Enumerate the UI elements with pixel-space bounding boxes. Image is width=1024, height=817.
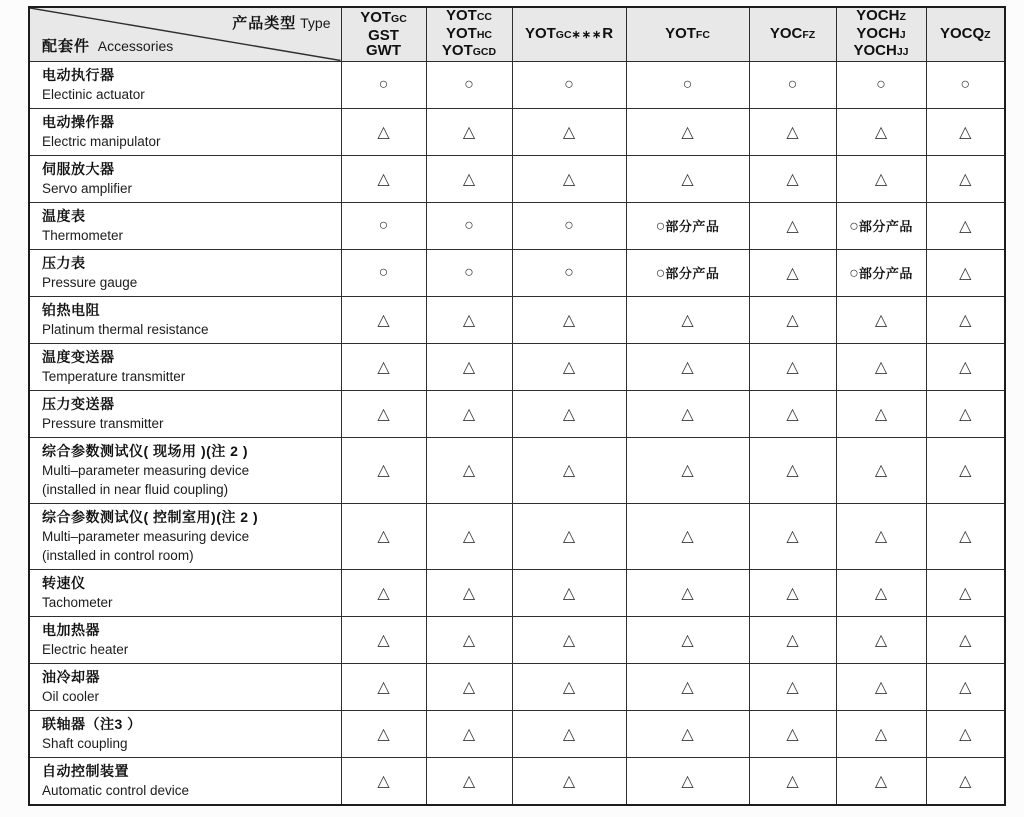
triangle-mark: △ [512,663,626,710]
circle-mark: ○ [426,249,512,296]
triangle-mark: △ [926,155,1005,202]
product-type-label-en: Type [300,15,331,31]
table-row [29,710,1005,757]
triangle-mark: △ [626,296,749,343]
accessory-label-cell [29,710,341,757]
triangle-mark: △ [626,663,749,710]
header-row [29,7,1005,61]
table-row [29,155,1005,202]
triangle-mark: △ [749,437,836,503]
triangle-mark: △ [341,343,426,390]
triangle-mark: △ [426,569,512,616]
accessory-name-en: Shaft coupling [42,735,128,751]
triangle-mark: △ [926,390,1005,437]
triangle-mark: △ [512,296,626,343]
triangle-mark: △ [836,108,926,155]
accessory-name-en: Servo amplifier [42,180,133,196]
triangle-mark: △ [512,437,626,503]
accessory-name-en: Oil cooler [42,688,100,704]
accessory-label-cell [29,569,341,616]
triangle-mark: △ [626,757,749,805]
triangle-mark: △ [341,710,426,757]
triangle-mark: △ [512,616,626,663]
accessories-label-en: Accessories [97,37,174,54]
accessories-label-cn: 配套件 [42,37,91,55]
product-type-column-header-4: YOCFZ [749,7,836,61]
triangle-mark: △ [749,390,836,437]
circle-partial-mark: ○部分产品 [836,202,926,249]
table-row [29,757,1005,805]
triangle-mark: △ [749,757,836,805]
accessory-name-cn: 转速仪 [42,574,86,591]
triangle-mark: △ [341,108,426,155]
product-type-corner-label [232,12,330,33]
triangle-mark: △ [341,663,426,710]
accessory-name-cn: 油冷却器 [42,668,100,685]
triangle-mark: △ [626,437,749,503]
accessory-name-cn: 综合参数测试仪( 控制室用)(注 2 ) [42,508,259,525]
accessory-label-cell [29,437,341,503]
accessory-name-en: Tachometer [42,594,113,610]
accessory-name-cn: 温度变送器 [42,348,115,365]
triangle-mark: △ [426,343,512,390]
accessory-label-cell [29,202,341,249]
product-type-column-header-5: YOCHZ YOCHJ YOCHJJ [836,7,926,61]
accessory-label-cell [29,757,341,805]
triangle-mark: △ [749,503,836,569]
circle-partial-mark: ○部分产品 [836,249,926,296]
accessories-corner-label [42,35,173,56]
triangle-mark: △ [836,503,926,569]
triangle-mark: △ [512,343,626,390]
triangle-mark: △ [749,296,836,343]
circle-mark: ○ [426,61,512,108]
accessories-compatibility-table [28,6,1006,806]
triangle-mark: △ [512,503,626,569]
accessory-name-en: Multi–parameter measuring device [42,462,250,478]
accessory-name-en: (installed in control room) [42,547,194,563]
triangle-mark: △ [426,296,512,343]
accessory-label-cell [29,249,341,296]
triangle-mark: △ [836,710,926,757]
triangle-mark: △ [512,108,626,155]
accessory-name-en: Platinum thermal resistance [42,321,209,337]
triangle-mark: △ [626,503,749,569]
accessory-label-cell [29,663,341,710]
triangle-mark: △ [426,616,512,663]
product-type-column-header-0: YOTGC GST GWT [341,7,426,61]
accessory-name-cn: 电动操作器 [42,113,115,130]
triangle-mark: △ [341,390,426,437]
circle-mark: ○ [341,61,426,108]
table-row [29,437,1005,503]
triangle-mark: △ [626,710,749,757]
triangle-mark: △ [341,616,426,663]
triangle-mark: △ [626,616,749,663]
accessory-name-cn: 铂热电阻 [42,301,100,318]
triangle-mark: △ [836,390,926,437]
triangle-mark: △ [836,757,926,805]
circle-mark: ○ [512,249,626,296]
table-row [29,616,1005,663]
accessory-name-en: Electric heater [42,641,129,657]
triangle-mark: △ [926,108,1005,155]
triangle-mark: △ [836,343,926,390]
circle-mark: ○ [341,249,426,296]
table-row [29,249,1005,296]
accessory-label-cell [29,296,341,343]
triangle-mark: △ [836,616,926,663]
product-type-column-header-1: YOTCC YOTHC YOTGCD [426,7,512,61]
circle-mark: ○ [626,61,749,108]
triangle-mark: △ [426,710,512,757]
table-row [29,202,1005,249]
table-row [29,343,1005,390]
accessory-label-cell [29,343,341,390]
triangle-mark: △ [341,437,426,503]
accessory-name-en: Automatic control device [42,782,190,798]
triangle-mark: △ [926,202,1005,249]
triangle-mark: △ [749,663,836,710]
accessory-label-cell [29,503,341,569]
product-type-label-cn: 产品类型 [232,15,297,32]
accessory-name-en: Electric manipulator [42,133,161,149]
triangle-mark: △ [836,437,926,503]
triangle-mark: △ [426,503,512,569]
circle-mark: ○ [341,202,426,249]
accessory-label-cell [29,108,341,155]
triangle-mark: △ [926,503,1005,569]
circle-mark: ○ [926,61,1005,108]
accessory-name-en: Multi–parameter measuring device [42,528,250,544]
triangle-mark: △ [749,616,836,663]
product-type-column-header-3: YOTFC [626,7,749,61]
circle-mark: ○ [836,61,926,108]
triangle-mark: △ [426,108,512,155]
triangle-mark: △ [926,710,1005,757]
triangle-mark: △ [926,343,1005,390]
triangle-mark: △ [836,296,926,343]
triangle-mark: △ [512,710,626,757]
triangle-mark: △ [426,663,512,710]
triangle-mark: △ [749,710,836,757]
triangle-mark: △ [626,390,749,437]
triangle-mark: △ [926,663,1005,710]
accessory-name-cn: 压力变送器 [42,395,115,412]
accessory-label-cell [29,616,341,663]
accessory-name-en: Pressure transmitter [42,415,164,431]
triangle-mark: △ [926,249,1005,296]
product-type-column-header-2: YOTGC∗∗∗R [512,7,626,61]
triangle-mark: △ [426,757,512,805]
triangle-mark: △ [341,569,426,616]
triangle-mark: △ [341,296,426,343]
triangle-mark: △ [926,296,1005,343]
accessory-name-cn: 电加热器 [42,621,100,638]
table-row [29,390,1005,437]
circle-mark: ○ [512,202,626,249]
circle-mark: ○ [512,61,626,108]
accessory-name-cn: 自动控制装置 [42,762,129,779]
triangle-mark: △ [926,569,1005,616]
corner-header-cell [29,7,341,61]
triangle-mark: △ [512,757,626,805]
accessory-name-cn: 综合参数测试仪( 现场用 )(注 2 ) [42,442,248,459]
triangle-mark: △ [426,437,512,503]
accessory-name-cn: 温度表 [42,207,86,224]
triangle-mark: △ [512,155,626,202]
triangle-mark: △ [512,390,626,437]
triangle-mark: △ [926,616,1005,663]
table-row [29,61,1005,108]
accessory-name-en: (installed in near fluid coupling) [42,481,229,497]
product-type-column-header-6: YOCQZ [926,7,1005,61]
accessory-label-cell [29,390,341,437]
circle-mark: ○ [749,61,836,108]
triangle-mark: △ [341,155,426,202]
accessory-name-cn: 伺服放大器 [42,160,115,177]
triangle-mark: △ [926,757,1005,805]
circle-mark: ○ [426,202,512,249]
accessory-name-cn: 联轴器（注3 ） [42,715,142,732]
accessory-name-en: Pressure gauge [42,274,138,290]
triangle-mark: △ [836,155,926,202]
table-row [29,296,1005,343]
triangle-mark: △ [626,108,749,155]
triangle-mark: △ [749,569,836,616]
triangle-mark: △ [749,108,836,155]
table-row [29,108,1005,155]
circle-partial-mark: ○部分产品 [626,249,749,296]
table-row [29,503,1005,569]
triangle-mark: △ [341,757,426,805]
triangle-mark: △ [426,390,512,437]
triangle-mark: △ [836,569,926,616]
triangle-mark: △ [512,569,626,616]
accessory-name-cn: 压力表 [42,254,86,271]
triangle-mark: △ [749,155,836,202]
triangle-mark: △ [749,249,836,296]
triangle-mark: △ [341,503,426,569]
triangle-mark: △ [926,437,1005,503]
table-row [29,663,1005,710]
accessory-label-cell [29,155,341,202]
triangle-mark: △ [749,343,836,390]
triangle-mark: △ [426,155,512,202]
accessory-name-en: Temperature transmitter [42,368,186,384]
triangle-mark: △ [749,202,836,249]
accessory-name-en: Electinic actuator [42,86,145,102]
triangle-mark: △ [626,343,749,390]
triangle-mark: △ [626,569,749,616]
accessory-label-cell [29,61,341,108]
table-row [29,569,1005,616]
triangle-mark: △ [626,155,749,202]
accessory-name-en: Thermometer [42,227,124,243]
triangle-mark: △ [836,663,926,710]
accessory-name-cn: 电动执行器 [42,66,115,83]
circle-partial-mark: ○部分产品 [626,202,749,249]
